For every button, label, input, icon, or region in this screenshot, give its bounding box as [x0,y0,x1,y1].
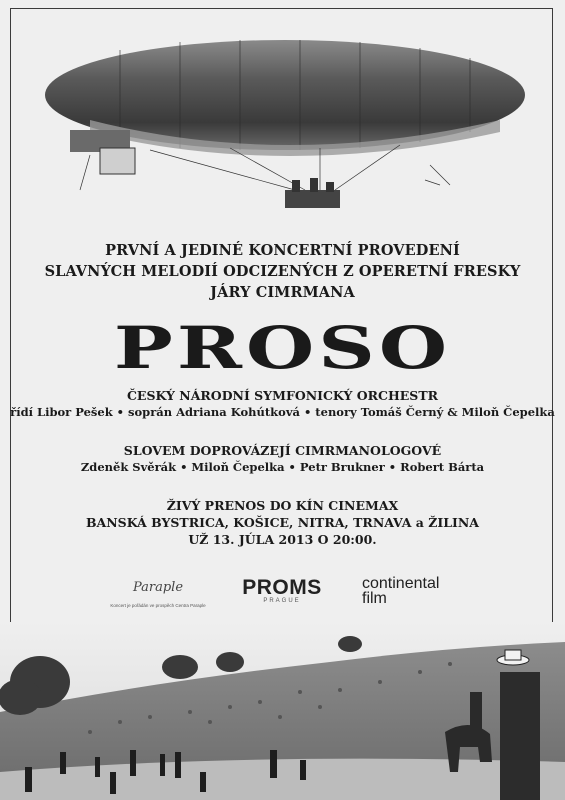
broadcast-line-2: BANSKÁ BYSTRICA, KOŠICE, NITRA, TRNAVA a ŽILINA [85,515,479,530]
headline [0,240,565,303]
orchestra-name: ČESKÝ NÁRODNÍ SYMFONICKÝ ORCHESTR [126,388,439,403]
broadcast-line-1: ŽIVÝ PRENOS DO KÍN CINEMAX [166,498,399,513]
headline-line-3: JÁRY CIMRMANA [210,284,355,301]
narrators-names: Zdeněk Svěrák • Miloň Čepelka • Petr Brukner • Robert Bárta [80,460,485,474]
narrators-block [0,442,565,476]
headline-line-2: SLAVNÝCH MELODIÍ ODCIZENÝCH Z OPERETNÍ FRESKY [44,263,521,280]
film-wordmark: film [362,590,387,607]
narrators-heading: SLOVEM DOPROVÁZEJÍ CIMRMANOLOGOVÉ [123,443,442,458]
proms-sub: PRAGUE [263,598,301,604]
orchestra-block [0,387,565,421]
proms-wordmark: PROMS [242,576,322,599]
field-crowd-photo [0,622,565,800]
airship-illustration [30,20,540,230]
paraple-note: Koncert je pořádán ve prospěch Centra Paraple [110,603,206,608]
headline-line-1: PRVNÍ A JEDINÉ KONCERTNÍ PROVEDENÍ [105,242,460,259]
sponsor-logos [0,570,565,620]
broadcast-block [0,497,565,548]
proms-logo [232,576,332,604]
broadcast-line-3: UŽ 13. JÚLA 2013 O 20:00. [188,532,377,547]
poster-title: PROSO [113,314,452,382]
orchestra-performers: řídí Libor Pešek • soprán Adriana Kohútková • tenory Tomáš Černý & Miloň Čepelka [10,405,555,419]
paraple-logo [108,580,208,608]
paraple-wordmark: Paraple [132,580,184,595]
continental-film-logo [362,576,442,606]
continental-wordmark: continental [362,575,440,592]
